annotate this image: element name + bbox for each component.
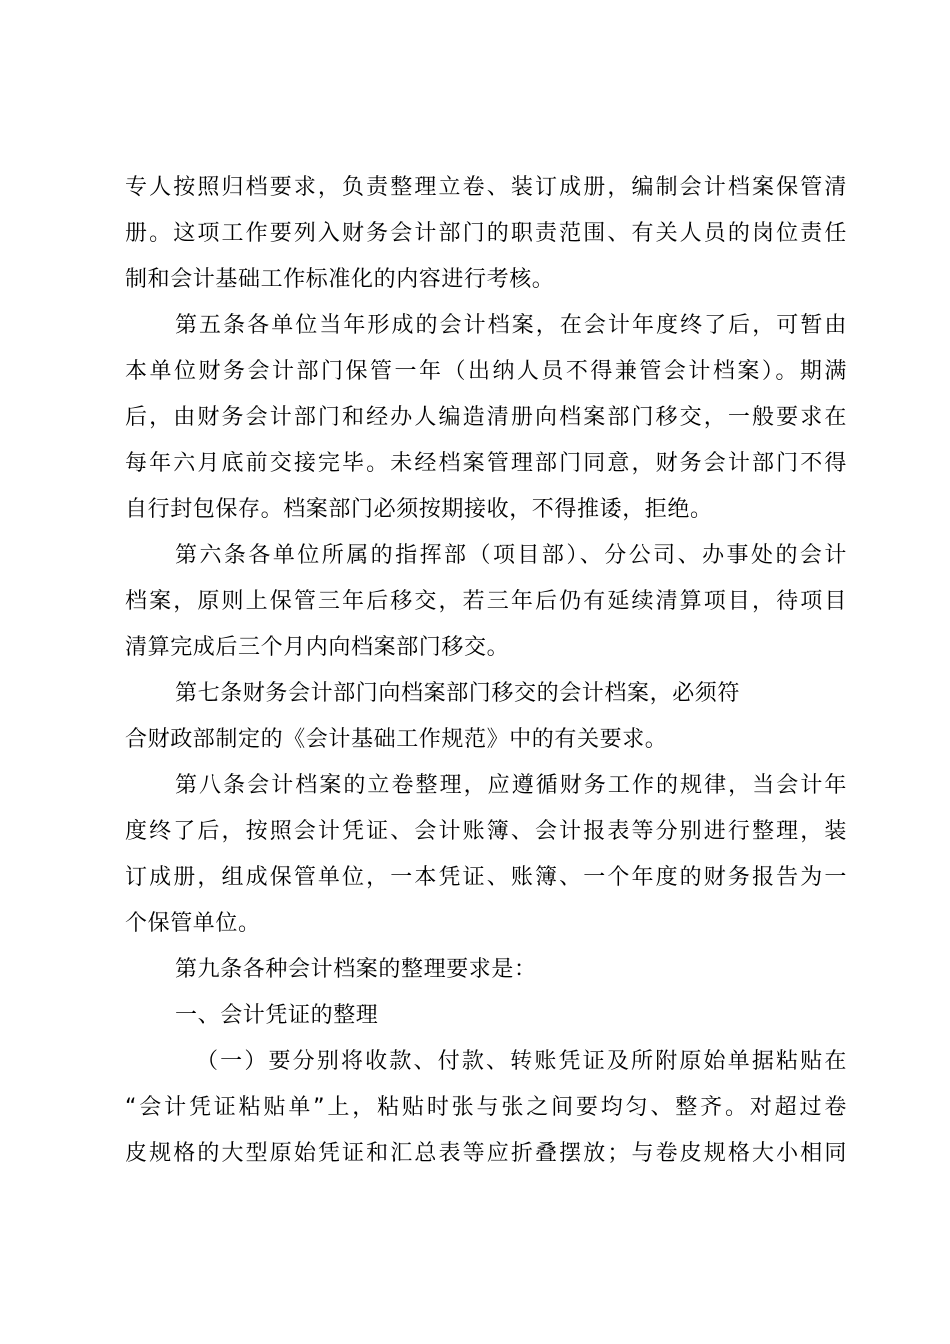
text-line: 册。这项工作要列入财务会计部门的职责范围、有关人员的岗位责任 [125,221,847,246]
article-7-start: 第七条财务会计部门向档案部门移交的会计档案，必须符 [175,681,741,706]
text-line: 合财政部制定的《会计基础工作规范》中的有关要求。 [125,727,668,752]
article-6-start: 第六条各单位所属的指挥部（项目部）、分公司、办事处的会计 [175,543,847,568]
text-line: 专人按照归档要求，负责整理立卷、装订成册，编制会计档案保管清 [125,175,847,200]
article-5-start: 第五条各单位当年形成的会计档案，在会计年度终了后，可暂由 [175,313,847,338]
text-line: 后，由财务会计部门和经办人编造清册向档案部门移交，一般要求在 [125,405,847,430]
section-heading: 一、会计凭证的整理 [175,1003,379,1028]
text-line: 清算完成后三个月内向档案部门移交。 [125,635,510,660]
text-line: 制和会计基础工作标准化的内容进行考核。 [125,267,555,292]
text-line: 订成册，组成保管单位，一本凭证、账簿、一个年度的财务报告为一 [125,865,847,890]
text-line: 档案，原则上保管三年后移交，若三年后仍有延续清算项目，待项目 [125,589,847,614]
text-line: “会计凭证粘贴单”上，粘贴时张与张之间要均匀、整齐。对超过卷 [125,1095,847,1120]
subsection-1-start: （一）要分别将收款、付款、转账凭证及所附原始单据粘贴在 [196,1049,847,1074]
text-line: 个保管单位。 [125,911,261,936]
text-line: 度终了后，按照会计凭证、会计账簿、会计报表等分别进行整理，装 [125,819,847,844]
text-line: 每年六月底前交接完毕。未经档案管理部门同意，财务会计部门不得 [125,451,847,476]
text-line: 皮规格的大型原始凭证和汇总表等应折叠摆放；与卷皮规格大小相同 [125,1141,847,1166]
text-line: 自行封包保存。档案部门必须按期接收，不得推诿，拒绝。 [125,497,713,522]
text-line: 本单位财务会计部门保管一年（出纳人员不得兼管会计档案）。期满 [125,359,847,384]
article-9-start: 第九条各种会计档案的整理要求是： [175,957,537,982]
article-8-start: 第八条会计档案的立卷整理，应遵循财务工作的规律，当会计年 [175,773,847,798]
